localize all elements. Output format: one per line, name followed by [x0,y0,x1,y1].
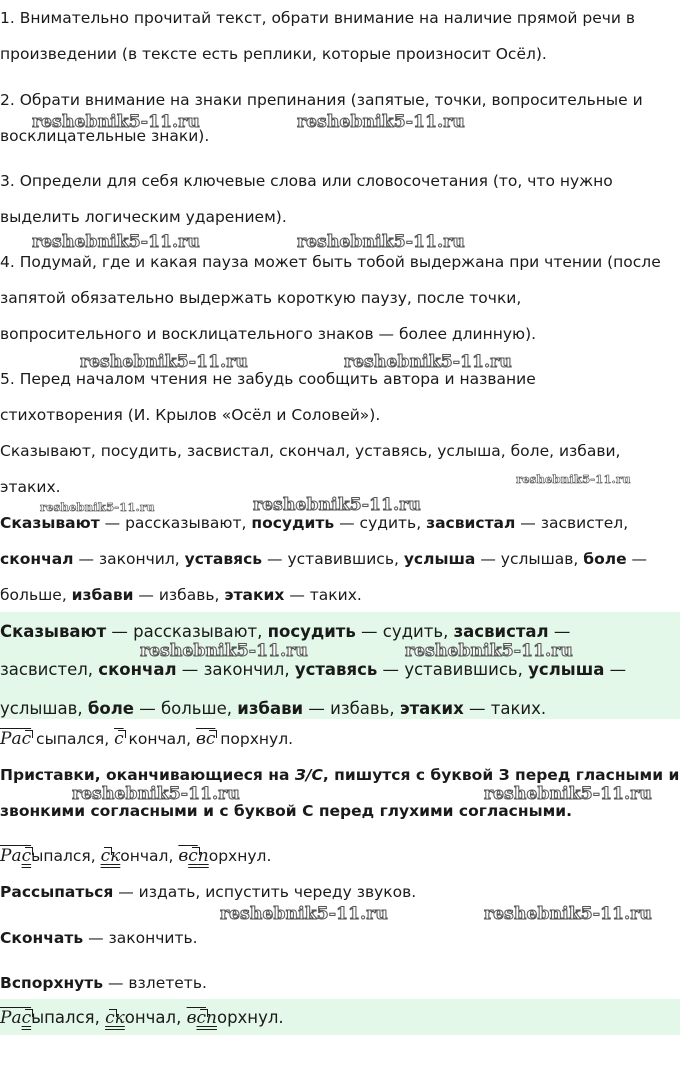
morpheme-line-1: Рас сыпался, с кончал, вс порхнул. [0,729,294,749]
tip-4-line-2: запятой обязательно выдержать короткую паузу, после точки, [0,289,522,307]
glossary-hl-line-3: услышав, боле — больше, избави — избавь, этаких — таких. [0,699,547,718]
tip-4-line-3: вопросительного и восклицательного знаков — более длинную). [0,325,537,343]
watermark: reshebnik5-11.ru [32,232,200,252]
morpheme-line-3: Расыпался, скончал, вспорхнул. [0,1008,284,1028]
watermark: reshebnik5-11.ru [32,112,200,132]
watermark: reshebnik5-11.ru [297,232,465,252]
watermark: reshebnik5-11.ru [297,112,465,132]
tip-3-line-2: выделить логическим ударением). [0,208,287,226]
glossary-highlight-block [0,612,680,719]
glossary-line-2: скончал — закончил, уставясь — уставившись, услыша — услышав, боле — [0,550,648,568]
words-list-line-2: этаких. [0,478,61,496]
glossary-hl-line-2: засвистел, скончал — закончил, уставясь — уставившись, услыша — [0,660,627,679]
morpheme-highlight-block [0,999,680,1035]
prefix-s: с [105,1008,115,1028]
tip-5-line-1: 5. Перед началом чтения не забудь сообщить автора и название [0,370,536,388]
watermark: reshebnik5-11.ru [72,784,240,804]
tip-1-line-1: 1. Внимательно прочитай текст, обрати внимание на наличие прямой речи в [0,9,636,27]
prefix-ras: Рас [0,846,32,866]
watermark: reshebnik5-11.ru [40,500,155,514]
glossary-line-1: Сказывают — рассказывают, посудить — судить, засвистал — засвистел, [0,514,629,532]
watermark: reshebnik5-11.ru [140,641,308,661]
watermark: reshebnik5-11.ru [344,352,512,372]
glossary-hl-line-1: Сказывают — рассказывают, посудить — судить, засвистал — [0,622,571,641]
prefix-ras: Рас [0,729,32,749]
watermark: reshebnik5-11.ru [80,352,248,372]
def-vsporhnut: Вспорхнуть — взлететь. [0,974,207,992]
tip-3-line-1: 3. Определи для себя ключевые слова или словосочетания (то, что нужно [0,172,613,190]
prefix-s: с [100,846,111,866]
prefix-vs: вс [186,1008,207,1028]
def-skonchat: Скончать — закончить. [0,929,198,947]
watermark: reshebnik5-11.ru [253,495,421,515]
def-rassypatsya: Рассыпаться — издать, испустить череду звуков. [0,883,417,901]
tip-5-line-2: стихотворения (И. Крылов «Осёл и Соловей»). [0,406,381,424]
rule-line-2: звонкими согласными и с буквой С перед глухими согласными. [0,802,573,820]
words-list-line-1: Сказывают, посудить, засвистал, скончал, уставясь, услыша, боле, избави, [0,442,621,460]
prefix-ras: Рас [0,1008,32,1028]
glossary-line-3: больше, избави — избавь, этаких — таких. [0,586,362,604]
watermark: reshebnik5-11.ru [516,472,631,486]
watermark: reshebnik5-11.ru [220,904,388,924]
watermark: reshebnik5-11.ru [484,784,652,804]
prefix-vs: вс [178,846,198,866]
morpheme-line-2: Расыпался, скончал, вспорхнул. [0,846,272,866]
rule-line-1: Приставки, оканчивающиеся на З/С, пишутся с буквой З перед гласными и [0,766,680,784]
prefix-vs: вс [195,729,216,749]
watermark: reshebnik5-11.ru [405,641,573,661]
tip-2-line-1: 2. Обрати внимание на знаки препинания (запятые, точки, вопросительные и [0,91,643,109]
tip-2-line-2: восклицательные знаки). [0,127,210,145]
tip-4-line-1: 4. Подумай, где и какая пауза может быть тобой выдержана при чтении (после [0,253,661,271]
watermark: reshebnik5-11.ru [484,904,652,924]
tip-1-line-2: произведении (в тексте есть реплики, которые произносит Осёл). [0,45,547,63]
prefix-s: с [114,729,124,749]
